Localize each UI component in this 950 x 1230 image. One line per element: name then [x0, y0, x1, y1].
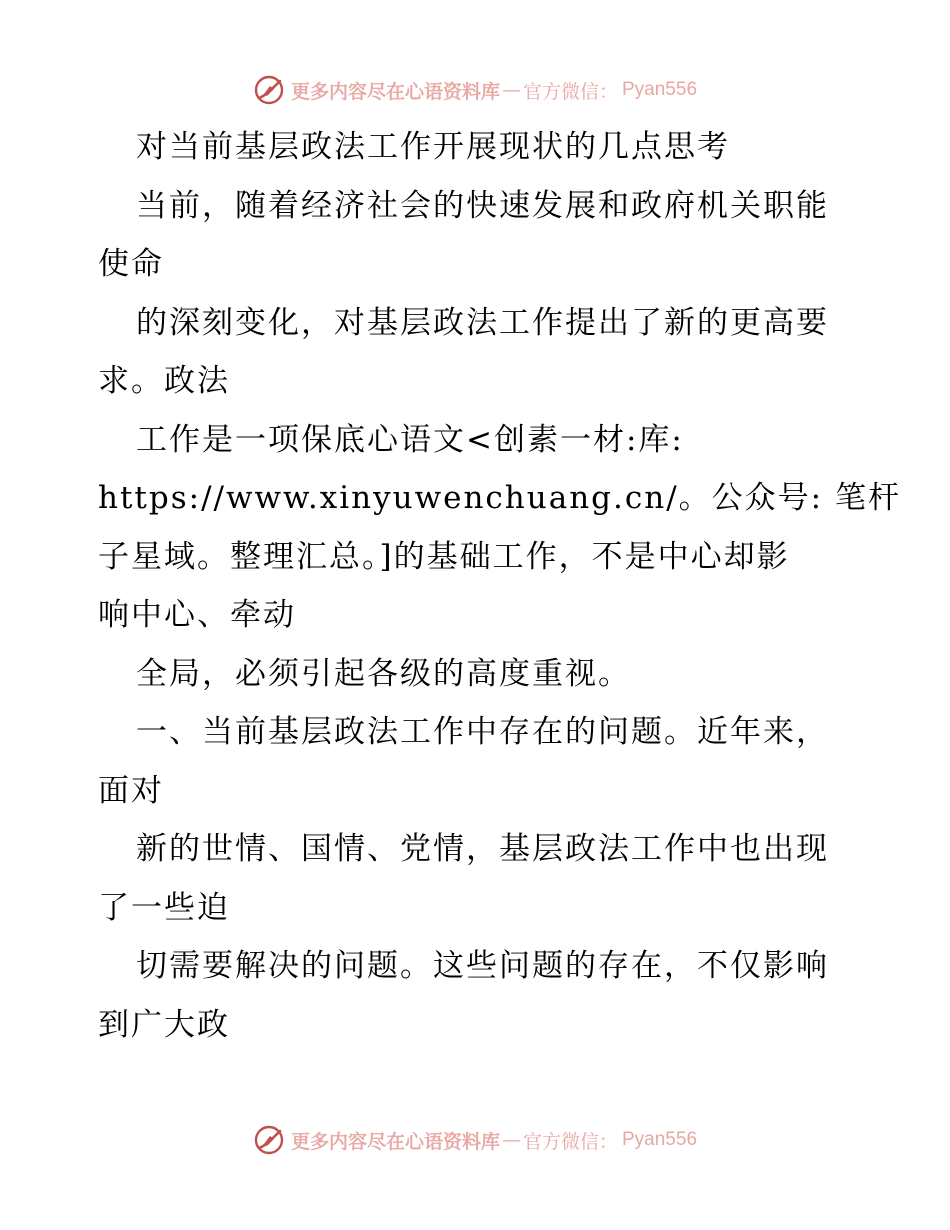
document-body — [98, 118, 901, 1054]
paragraph-line: 全局，必须引起各级的高度重视。 — [136, 655, 631, 692]
paragraph-line: 当前，随着经济社会的快速发展和政府机关职能 — [136, 187, 829, 224]
paragraph-line: 了一些迫 — [98, 889, 230, 926]
footer-banner — [0, 1120, 950, 1160]
paragraph-line: 新的世情、国情、党情，基层政法工作中也出现 — [136, 831, 829, 867]
banner-wechat-label: 官方微信： — [522, 80, 618, 103]
header-banner — [0, 70, 950, 110]
banner-wechat-id: Pyan556 — [622, 79, 698, 100]
banner-wechat-label: 官方微信： — [522, 1130, 618, 1153]
paragraph-line: 响中心、牵动 — [98, 597, 296, 633]
banner-dash: — — [501, 79, 521, 101]
document-title: 对当前基层政法工作开展现状的几点思考 — [136, 129, 730, 165]
banner-dash: — — [501, 1129, 521, 1151]
paragraph-line: 切需要解决的问题。这些问题的存在，不仅影响 — [136, 948, 829, 984]
paragraph-line: 的深刻变化，对基层政法工作提出了新的更高要 — [136, 304, 829, 341]
banner-text — [291, 77, 697, 104]
paragraph-line: 子星域。整理汇总。]的基础工作，不是中心却影 — [98, 538, 790, 575]
paragraph-line: 到广大政 — [98, 1006, 230, 1043]
pen-logo-icon — [253, 74, 285, 106]
banner-text — [291, 1127, 697, 1154]
paragraph-line: 工作是一项保底心语文<创素一材:库: — [136, 421, 684, 458]
paragraph-line: https://www.xinyuwenchuang.cn/。公众号: 笔杆 — [98, 480, 901, 516]
paragraph-line: 求。政法 — [98, 363, 230, 399]
paragraph-line: 使命 — [98, 246, 164, 282]
banner-main-text: 更多内容尽在心语资料库 — [290, 1130, 500, 1153]
pen-logo-icon — [253, 1124, 285, 1156]
banner-main-text: 更多内容尽在心语资料库 — [290, 80, 500, 103]
banner-wechat-id: Pyan556 — [622, 1129, 698, 1150]
paragraph-line: 面对 — [98, 772, 164, 809]
section-heading-line: 一、当前基层政法工作中存在的问题。近年来， — [136, 714, 829, 750]
